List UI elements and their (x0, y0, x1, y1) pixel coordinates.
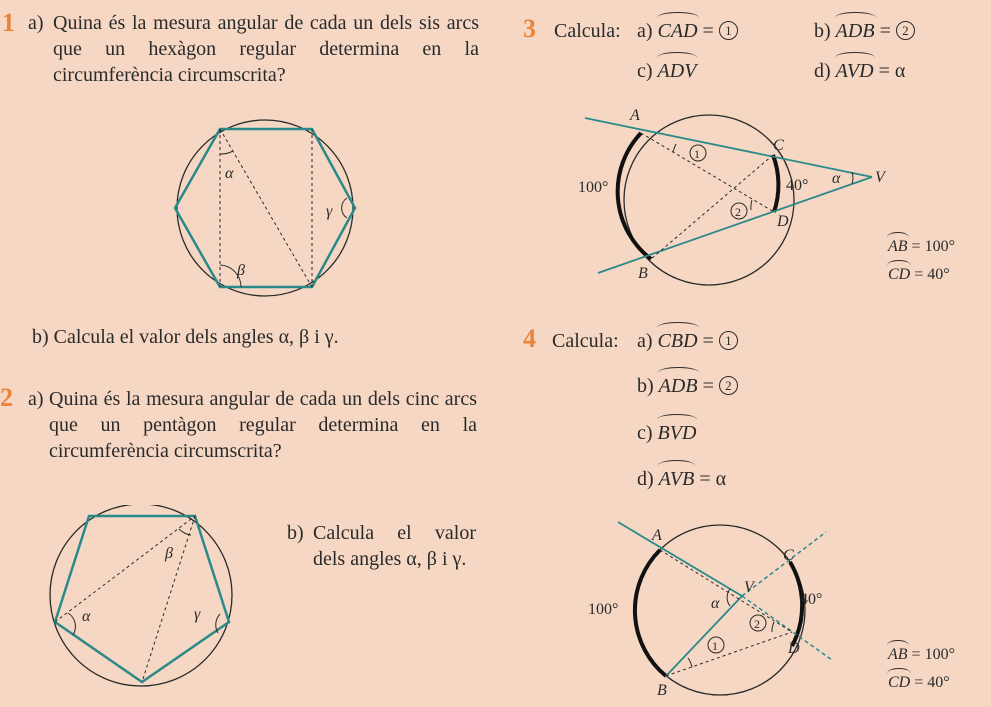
problem-1-b-text: b) Calcula el valor dels angles α, β i γ. (32, 326, 339, 348)
given-value: = 40° (914, 674, 950, 691)
angle-1-arc (688, 658, 692, 667)
label-A: A (652, 527, 662, 544)
label-B: B (638, 265, 648, 282)
problem-2-b-prefix: b) (287, 522, 304, 544)
arc-notation: AB (888, 238, 908, 255)
angle-alpha-arc (852, 172, 853, 184)
given-value: = 100° (911, 238, 955, 255)
problem-4-calcula: Calcula: (552, 330, 619, 352)
problem-4-given-cd (888, 674, 950, 692)
figure-secants-internal (580, 510, 840, 705)
problem-3-number: 3 (523, 14, 536, 43)
label-arc-cd: 40° (800, 591, 823, 608)
arc-ab-bold (635, 550, 666, 676)
item-label: d) (637, 468, 654, 490)
problem-3-item-c (637, 58, 696, 84)
arc-notation: ADB (658, 375, 698, 397)
pentagon (55, 516, 229, 682)
problem-1-a-text: Quina és la mesura angular de cada un dels sis arcs que un hexàgon regular determina en la circumferència circumscrita? (53, 12, 479, 86)
diagonal-cross (220, 129, 312, 287)
angle-2-arc (751, 200, 752, 210)
problem-3-item-d (814, 58, 905, 84)
marker-1: 1 (719, 331, 738, 350)
label-V: V (875, 169, 885, 186)
chord-ad (641, 133, 774, 212)
label-alpha: α (82, 608, 91, 625)
line-av (618, 522, 742, 596)
marker-2: 2 (754, 617, 760, 631)
label-alpha: α (225, 165, 234, 182)
given-value: = 40° (914, 266, 950, 283)
problem-3-given-ab (888, 238, 955, 256)
problem-3-item-b (814, 18, 915, 44)
arc-notation: BVD (657, 422, 697, 444)
arc-notation: CBD (657, 330, 698, 352)
problem-3-calcula: Calcula: (554, 20, 621, 42)
angle-2-arc (772, 622, 774, 632)
chord-cb (651, 155, 773, 259)
item-label: c) (637, 422, 653, 444)
label-D: D (788, 640, 800, 657)
marker-2: 2 (735, 205, 741, 219)
label-C: C (773, 137, 784, 154)
label-C: C (783, 547, 794, 564)
marker-1: 1 (719, 21, 738, 40)
problem-2-a-prefix: a) (28, 388, 44, 410)
line-bv-ext (742, 532, 826, 596)
circumcircle (50, 505, 232, 686)
arc-notation: ADV (657, 60, 697, 82)
problem-4-item-d (637, 466, 726, 492)
label-arc-cd: 40° (786, 177, 809, 194)
alpha: α (715, 468, 727, 490)
arc-notation: AB (888, 646, 908, 663)
chord-bd (666, 632, 792, 676)
problem-4-item-b (637, 373, 738, 399)
gamma-arc (342, 198, 347, 218)
problem-3-item-a (637, 18, 738, 44)
arc-notation: AVD (835, 60, 874, 82)
label-gamma: γ (326, 203, 333, 220)
equals: = (878, 60, 890, 82)
label-arc-ab: 100° (588, 601, 619, 618)
item-label: a) (637, 20, 653, 42)
label-gamma: γ (194, 606, 201, 623)
secant-bv (598, 177, 872, 273)
arc-cd-bold (773, 155, 778, 212)
marker-2: 2 (896, 21, 915, 40)
item-label: b) (637, 375, 654, 397)
problem-1-a-prefix: a) (28, 12, 44, 34)
arc-notation: AVB (658, 468, 695, 490)
alpha: α (894, 60, 906, 82)
label-V: V (744, 579, 754, 596)
arc-notation: CD (888, 266, 911, 283)
chord-ad (660, 550, 792, 632)
problem-2-b-text: Calcula el valor dels angles α, β i γ. (313, 522, 476, 570)
figure-pentagon (44, 505, 239, 687)
problem-4-number: 4 (523, 324, 536, 353)
equals: = (702, 375, 714, 397)
angle-1-arc (673, 144, 676, 152)
alpha-arc (220, 151, 233, 154)
label-D: D (777, 213, 789, 230)
item-label: d) (814, 60, 831, 82)
given-value: = 100° (911, 646, 955, 663)
item-label: b) (814, 20, 831, 42)
equals: = (702, 20, 714, 42)
label-A: A (630, 107, 640, 124)
label-beta: β (237, 262, 245, 279)
problem-3-given-cd (888, 266, 950, 284)
arc-notation: CAD (657, 20, 698, 42)
marker-1: 1 (712, 639, 718, 653)
marker-2: 2 (719, 376, 738, 395)
problem-2-number: 2 (0, 383, 13, 412)
equals: = (699, 468, 711, 490)
problem-2-a-text: Quina és la mesura angular de cada un dels cinc arcs que un pentàgon regular determina en la circumferència circumscrita? (49, 388, 477, 462)
line-bv (666, 596, 742, 676)
label-B: B (657, 682, 667, 699)
equals: = (702, 330, 714, 352)
problem-1-number: 1 (2, 8, 15, 37)
diagonal-2 (142, 516, 195, 682)
problem-4-item-c (637, 420, 696, 446)
label-arc-ab: 100° (578, 179, 609, 196)
arc-notation: CD (888, 674, 911, 691)
figure-hexagon (170, 118, 360, 300)
item-label: c) (637, 60, 653, 82)
marker-1: 1 (694, 147, 700, 161)
label-alpha: α (832, 170, 841, 187)
arc-notation: ADB (835, 20, 875, 42)
equals: = (879, 20, 891, 42)
problem-4-given-ab (888, 646, 955, 664)
item-label: a) (637, 330, 653, 352)
label-alpha: α (711, 595, 720, 612)
problem-4-item-a (637, 328, 738, 354)
label-beta: β (165, 545, 173, 562)
arc-ab-bold (618, 133, 651, 259)
